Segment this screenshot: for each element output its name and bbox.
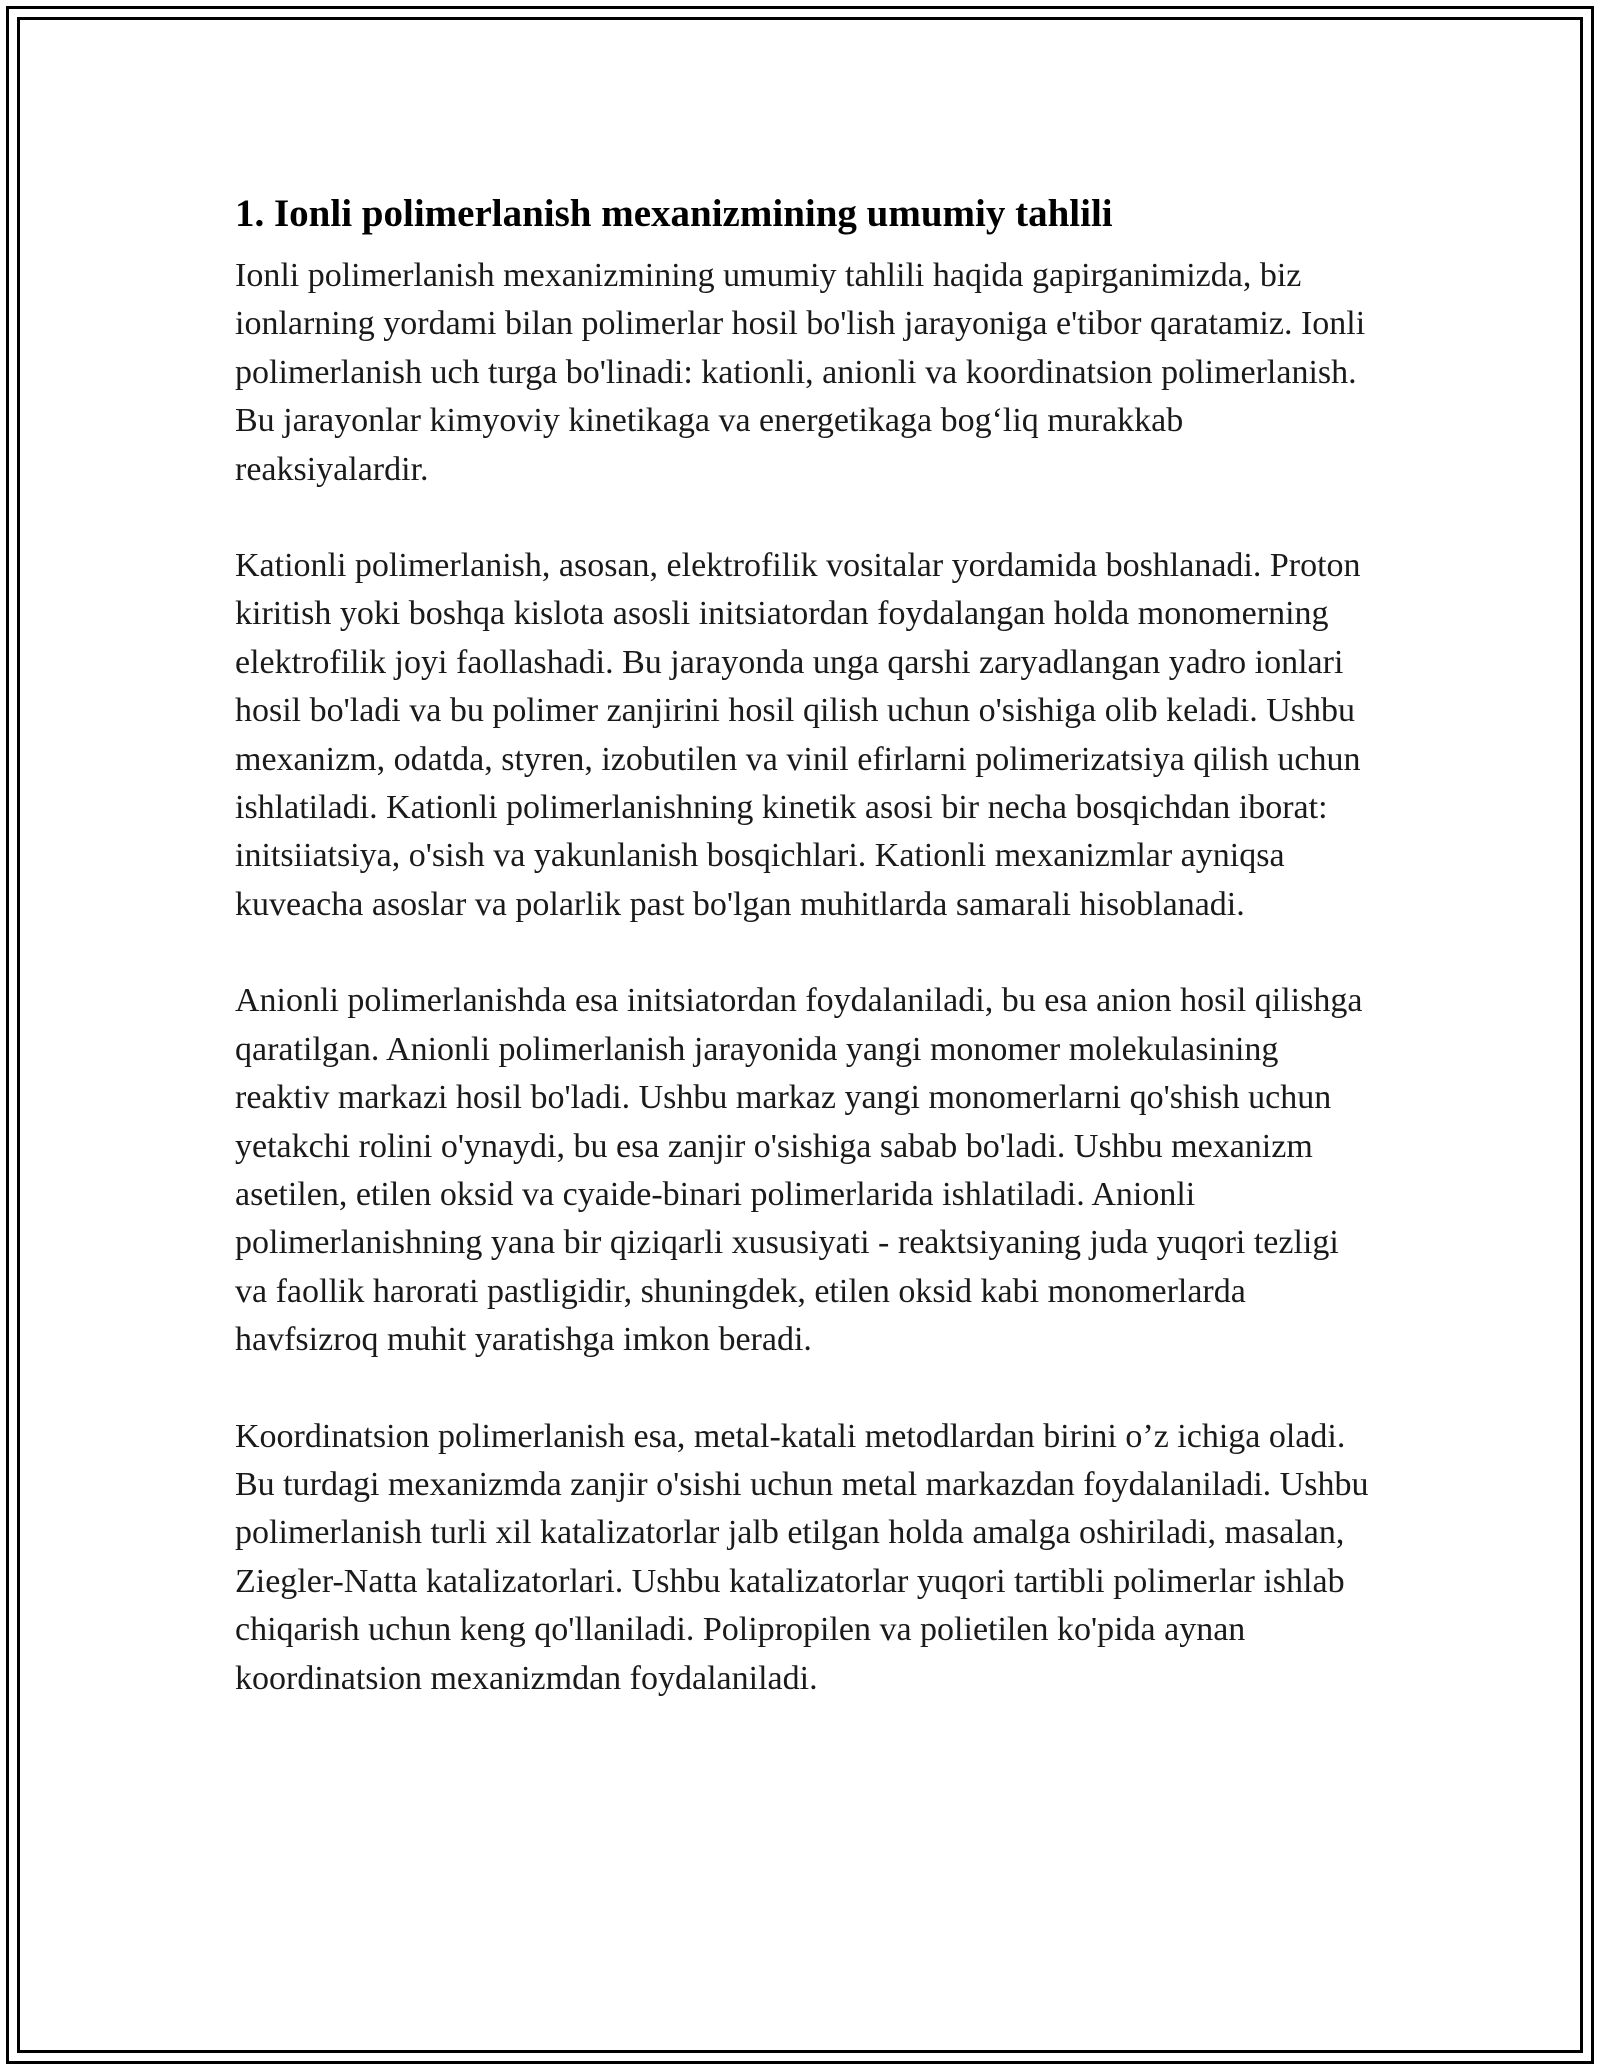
paragraph-intro: Ionli polimerlanish mexanizmining umumiy tahlili haqida gapirganimizda, biz ionlarning yordami bilan polimerlar hosil bo'lish jarayoniga e'tibor qaratamiz. Ionli polimerlanish uch turga bo'linadi: kationli, anionli va koordinatsion polimerlanish. Bu jarayonlar kimyoviy kinetikaga va energetikaga bog‘liq murakkab reaksiyalardir. [235,257,1366,488]
paragraph-cationic: Kationli polimerlanish, asosan, elektrofilik vositalar yordamida boshlanadi. Proton kiritish yoki boshqa kislota asosli initsiatordan foydalangan holda monomerning elektrofilik joyi faollashadi. Bu jarayonda unga qarshi zaryadlangan yadro ionlari hosil bo'ladi va bu polimer zanjirini hosil qilish uchun o'sishiga olib keladi. Ushbu mexanizm, odatda, styren, izobutilen va vinil efirlarni polimerizatsiya qilish uchun ishlatiladi. Kationli polimerlanishning kinetik asosi bir necha bosqichdan iborat: initsiiatsiya, o'sish va yakunlanish bosqichlari. Kationli mexanizmlar ayniqsa kuveacha asoslar va polarlik past bo'lgan muhitlarda samarali hisoblanadi. [235,547,1361,923]
paragraph-anionic: Anionli polimerlanishda esa initsiatordan foydalaniladi, bu esa anion hosil qilishga qaratilgan. Anionli polimerlanish jarayonida yangi monomer molekulasining reaktiv markazi hosil bo'ladi. Ushbu markaz yangi monomerlarni qo'shish uchun yetakchi rolini o'ynaydi, bu esa zanjir o'sishiga sabab bo'ladi. Ushbu mexanizm asetilen, etilen oksid va cyaide-binari polimerlarida ishlatiladi. Anionli polimerlanishning yana bir qiziqarli xususiyati - reaktsiyaning juda yuqori tezligi va faollik harorati pastligidir, shuningdek, etilen oksid kabi monomerlarda havfsizroq muhit yaratishga imkon beradi. [235,982,1363,1359]
document-body [235,188,1375,1751]
section-heading: 1. Ionli polimerlanish mexanizmining umumiy tahlili [235,192,1113,235]
paragraph-coordination: Koordinatsion polimerlanish esa, metal-katali metodlardan birini o’z ichiga oladi. Bu turdagi mexanizmda zanjir o'sishi uchun metal markazdan foydalaniladi. Ushbu polimerlanish turli xil katalizatorlar jalb etilgan holda amalga oshiriladi, masalan, Ziegler-Natta katalizatorlari. Ushbu katalizatorlar yuqori tartibli polimerlar ishlab chiqarish uchun keng qo'llaniladi. Polipropilen va polietilen ko'pida aynan koordinatsion mexanizmdan foydalaniladi. [235,1417,1369,1697]
